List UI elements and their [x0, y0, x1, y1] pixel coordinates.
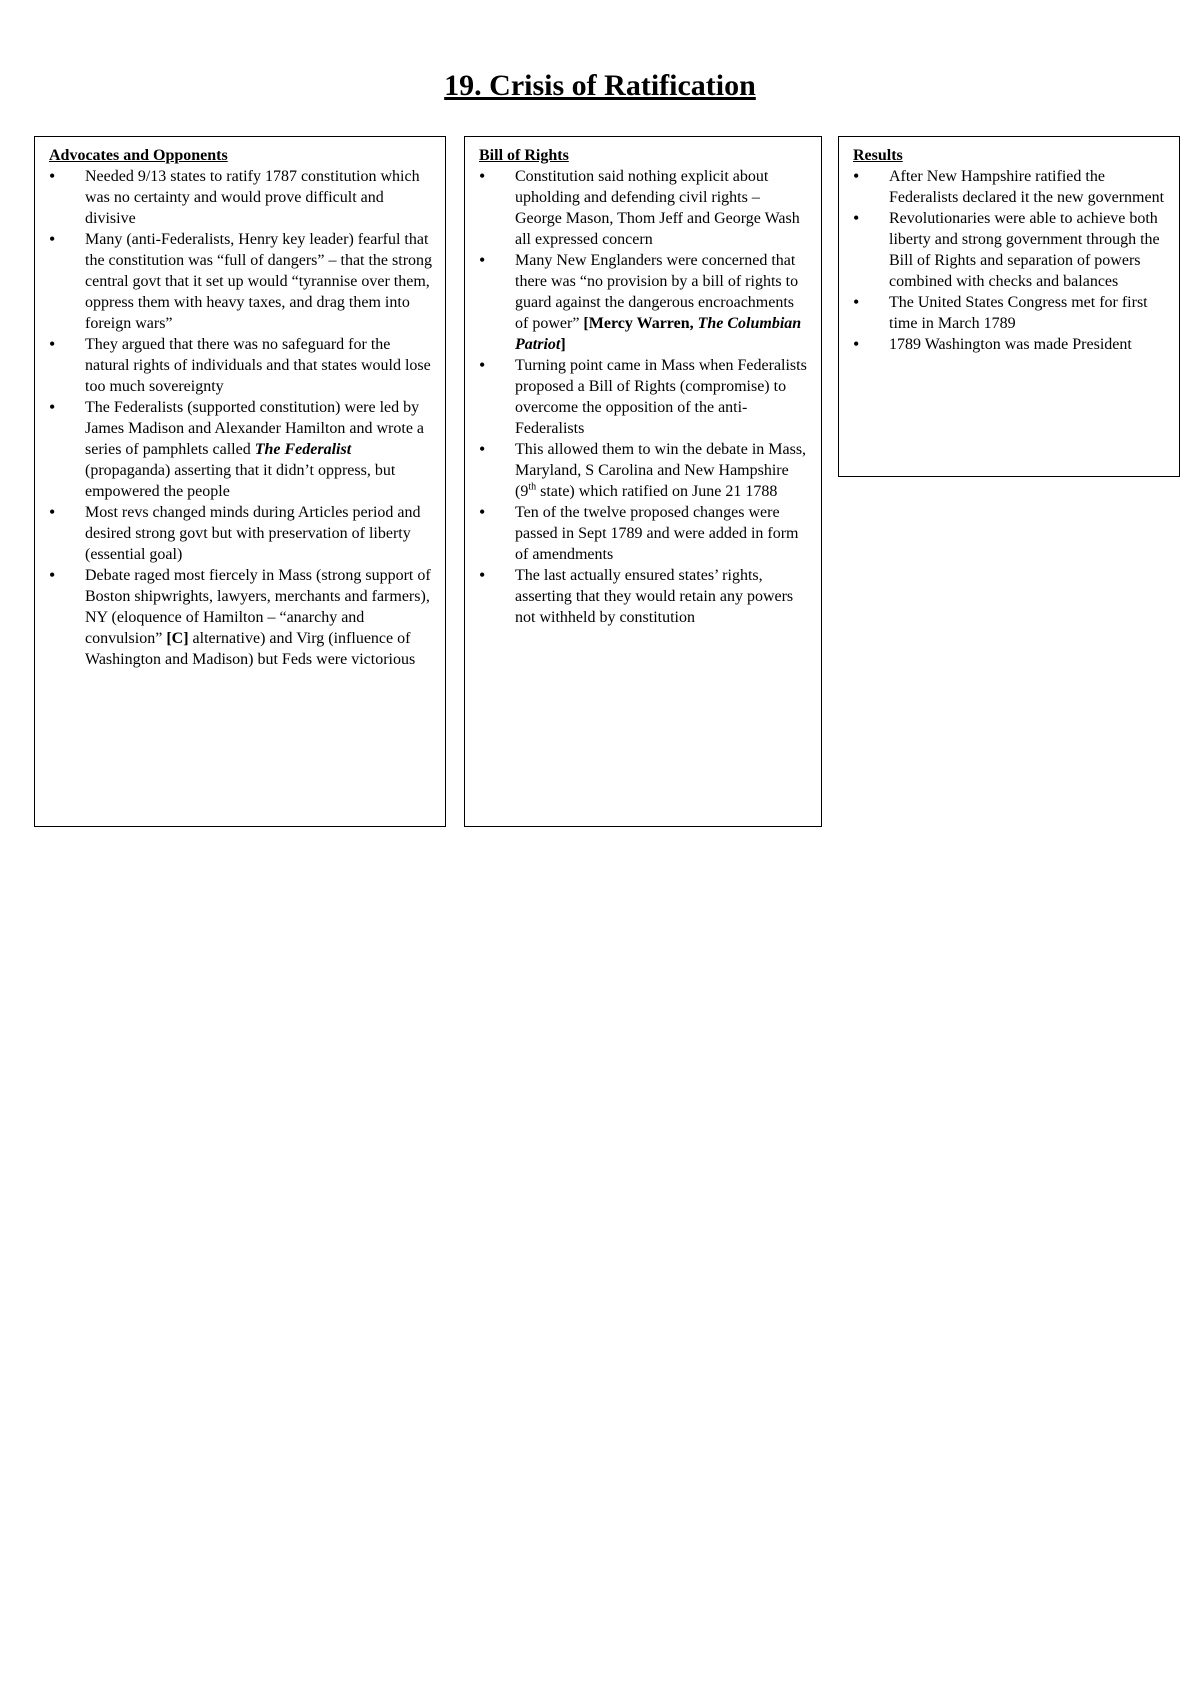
- item-text: (propaganda) asserting that it didn’t oppress, but empowered the people: [85, 462, 396, 500]
- list-item: • The last actually ensured states’ rights, asserting that they would retain any powers not withheld by constitution: [479, 565, 809, 628]
- bill-of-rights-box: [464, 136, 822, 827]
- list-item: • Constitution said nothing explicit about upholding and defending civil rights – George Mason, Thom Jeff and George Wash all expressed concern: [479, 166, 809, 250]
- page-title: 19. Crisis of Ratification: [444, 69, 756, 102]
- list-item: • They argued that there was no safeguard for the natural rights of individuals and that states would lose too much sovereignty: [49, 334, 433, 397]
- ordinal-suffix: th: [528, 481, 537, 493]
- item-text: alternative) and Virg (influence of Washington and Madison) but Feds were victorious: [85, 630, 416, 668]
- bill-of-rights-list: [479, 166, 809, 628]
- list-item: [49, 397, 433, 502]
- list-item: • Most revs changed minds during Articles period and desired strong govt but with preservation of liberty (essential goal): [49, 502, 433, 565]
- list-item: • 1789 Washington was made President: [853, 334, 1167, 355]
- list-item: • Turning point came in Mass when Federalists proposed a Bill of Rights (compromise) to overcome the opposition of the anti-Federalists: [479, 355, 809, 439]
- list-item: • Many (anti-Federalists, Henry key leader) fearful that the constitution was “full of dangers” – that the strong central govt that it set up would “tyrannise over them, oppress them with heavy taxes, and drag them into foreign wars”: [49, 229, 433, 334]
- advocates-box: [34, 136, 446, 827]
- bill-of-rights-heading: Bill of Rights: [479, 147, 569, 164]
- list-item: [479, 250, 809, 355]
- publication-title: The Federalist: [254, 441, 352, 458]
- publication-title: The Columbian Patriot: [515, 315, 802, 353]
- list-item: • After New Hampshire ratified the Federalists declared it the new government: [853, 166, 1167, 208]
- list-item: • Revolutionaries were able to achieve both liberty and strong government through the Bill of Rights and separation of powers combined with checks and balances: [853, 208, 1167, 292]
- results-box: [838, 136, 1180, 477]
- list-item: • Ten of the twelve proposed changes were passed in Sept 1789 and were added in form of amendments: [479, 502, 809, 565]
- list-item: [479, 439, 809, 502]
- source-tag: [C]: [166, 630, 189, 647]
- item-text: state) which ratified on June 21 1788: [536, 483, 778, 500]
- item-text: Many New Englanders were concerned that there was “no provision by a bill of rights to guard against the dangerous encroachments of power”: [515, 252, 799, 332]
- list-item: • The United States Congress met for first time in March 1789: [853, 292, 1167, 334]
- results-heading: Results: [853, 147, 903, 164]
- source-tag-close: ]: [560, 336, 566, 353]
- source-tag: [Mercy Warren,: [583, 315, 698, 332]
- advocates-list: [49, 166, 433, 670]
- item-text: Debate raged most fiercely in Mass (strong support of Boston shipwrights, lawyers, merchants and farmers), NY (eloquence of Hamilton – “anarchy and convulsion”: [85, 567, 431, 647]
- advocates-heading: Advocates and Opponents: [49, 147, 228, 164]
- list-item: • Needed 9/13 states to ratify 1787 constitution which was no certainty and would prove difficult and divisive: [49, 166, 433, 229]
- item-text: The Federalists (supported constitution) were led by James Madison and Alexander Hamilton and wrote a series of pamphlets called: [85, 399, 425, 458]
- item-text: This allowed them to win the debate in Mass, Maryland, S Carolina and New Hampshire (9: [515, 441, 807, 500]
- results-list: [853, 166, 1167, 355]
- list-item: [49, 565, 433, 670]
